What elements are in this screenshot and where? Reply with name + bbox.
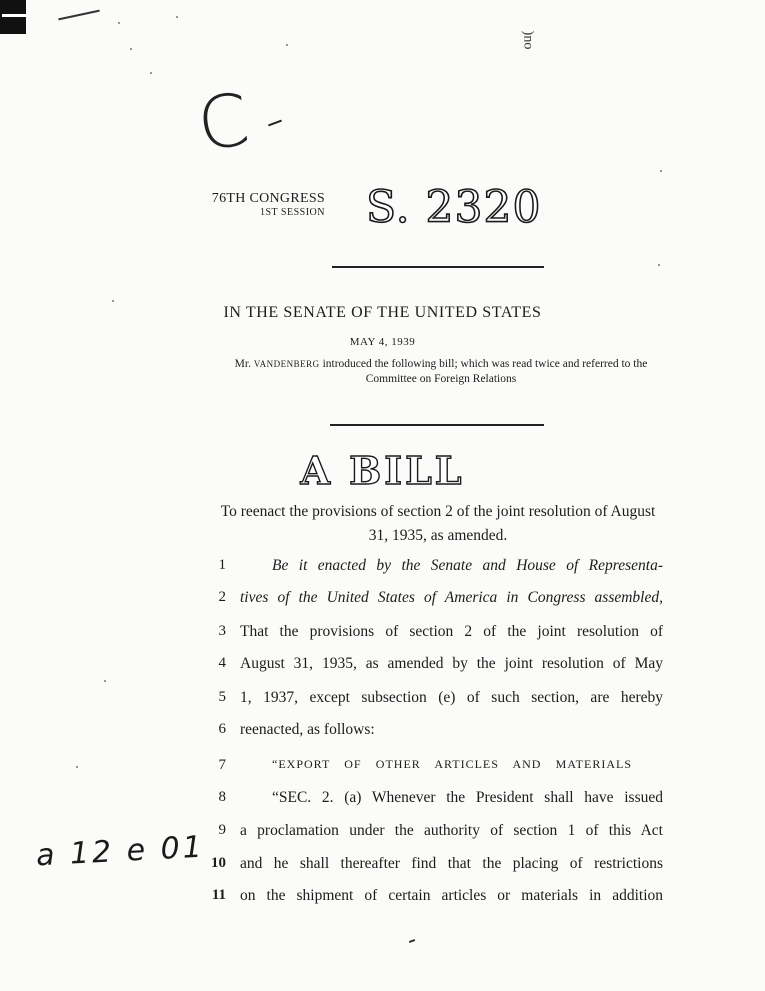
- handwritten-note: a 12 e 01: [35, 829, 206, 874]
- divider-bottom: [330, 424, 544, 426]
- speck: [660, 170, 662, 172]
- line-number: 11: [211, 887, 226, 903]
- speck: [658, 264, 660, 266]
- line-number: 3: [218, 623, 226, 639]
- line-text: Be it enacted by the Senate and House of Representa-: [272, 557, 663, 574]
- speck: [176, 16, 178, 18]
- speck: [118, 22, 120, 24]
- bill-line: [0, 757, 765, 781]
- scan-corner-mark: [0, 0, 26, 34]
- intro-prefix: Mr.: [234, 358, 251, 370]
- introduction-date: MAY 4, 1939: [349, 336, 416, 348]
- pen-mark: [409, 939, 415, 943]
- introduction-text: [212, 357, 670, 387]
- speck: [150, 72, 152, 74]
- line-text: and he shall thereafter find that the placing of restrictions: [240, 855, 663, 872]
- bill-number: S. 2320: [366, 182, 542, 233]
- speck: [286, 44, 288, 46]
- line-text: 1, 1937, except subsection (e) of such section, are hereby: [240, 689, 663, 706]
- line-text: tives of the United States of America in Congress assembled,: [240, 589, 663, 606]
- session-label: 1ST SESSION: [259, 207, 325, 218]
- divider-top: [332, 266, 544, 268]
- bill-line: [0, 789, 765, 813]
- congress-label: 76TH CONGRESS: [211, 191, 325, 206]
- speck: [130, 48, 132, 50]
- line-text: August 31, 1935, as amended by the joint resolution of May: [240, 655, 663, 672]
- line-text: That the provisions of section 2 of the joint resolution of: [240, 623, 663, 640]
- line-text: a proclamation under the authority of section 1 of this Act: [240, 822, 663, 839]
- pen-stroke: [58, 10, 99, 21]
- bill-line: [0, 689, 765, 713]
- bill-purpose: To reenact the provisions of section 2 of the joint resolution of August 31, 1935, as amended.: [220, 503, 656, 544]
- bill-line: [0, 623, 765, 647]
- line-number: 10: [211, 855, 226, 871]
- line-text: “SEC. 2. (a) Whenever the President shall have issued: [272, 789, 663, 806]
- handwritten-c-mark: C: [192, 76, 254, 168]
- speck: [104, 680, 106, 682]
- line-number: 6: [218, 721, 226, 737]
- line-number: 7: [218, 757, 226, 773]
- intro-body: introduced the following bill; which was read twice and referred to the Committee on Foreign Relations: [322, 358, 648, 385]
- line-number: 4: [218, 655, 226, 671]
- line-number: 2: [218, 589, 226, 605]
- line-text: reenacted, as follows:: [240, 721, 375, 738]
- bill-line: [0, 721, 765, 745]
- line-number: 1: [218, 557, 226, 573]
- bill-line: [0, 589, 765, 613]
- bill-line: [0, 655, 765, 679]
- line-number: 5: [218, 689, 226, 705]
- senate-heading: IN THE SENATE OF THE UNITED STATES: [223, 304, 542, 321]
- section-heading: “EXPORT OF OTHER ARTICLES AND MATERIALS: [272, 757, 632, 771]
- margin-mark: )no: [520, 30, 536, 50]
- bill-title: A BILL: [300, 448, 465, 493]
- sponsor-name: VANDENBERG: [253, 359, 320, 369]
- line-text: on the shipment of certain articles or materials in addition: [240, 887, 663, 904]
- congress-session-block: [210, 192, 325, 218]
- bill-line: [0, 557, 765, 581]
- line-number: 9: [218, 822, 226, 838]
- handwritten-dash: [268, 120, 282, 127]
- speck: [112, 300, 114, 302]
- line-number: 8: [218, 789, 226, 805]
- bill-line: [0, 887, 765, 911]
